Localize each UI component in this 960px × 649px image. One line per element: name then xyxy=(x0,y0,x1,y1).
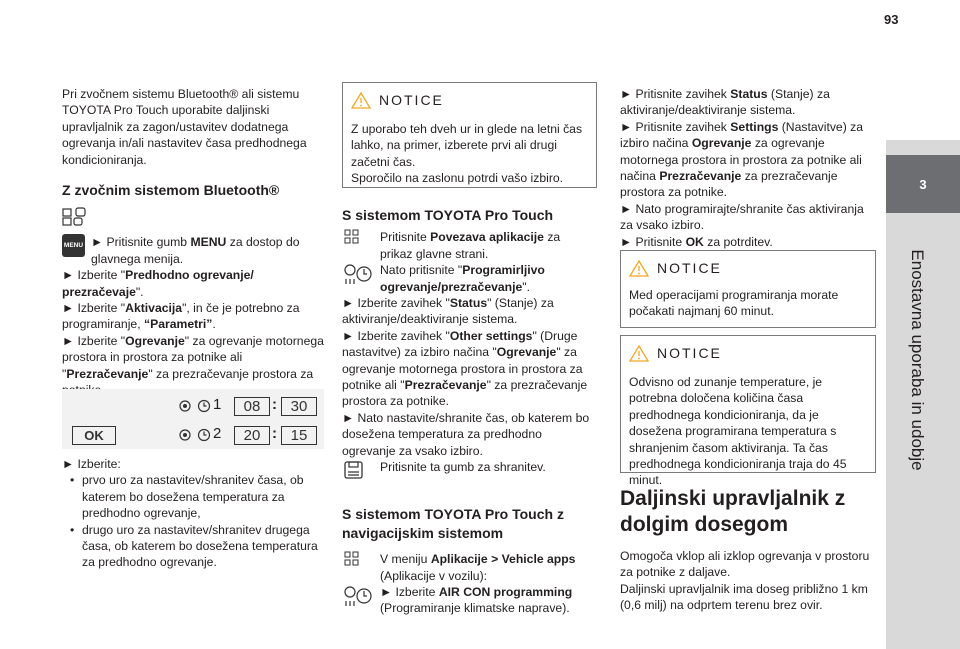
step-bold: Prezračevanje xyxy=(404,378,487,393)
step-bold: Programirljivo ogrevanje/prezračevanje xyxy=(380,263,545,294)
colon-separator: : xyxy=(272,425,277,442)
save-icon xyxy=(342,459,366,481)
step-bold: Settings xyxy=(730,119,779,134)
step-text: (Programiranje klimatske naprave). xyxy=(380,601,570,616)
heading-pro-touch: S sistemom TOYOTA Pro Touch xyxy=(342,207,554,223)
step-text: (Nastavitve) za izbiro načina xyxy=(620,119,864,151)
heading-bluetooth: Z zvočnim sistemom Bluetooth® xyxy=(62,182,280,199)
step-bold: Ogrevanje xyxy=(125,333,185,348)
climate-timer-icon xyxy=(342,584,374,608)
menu-button-icon: MENU xyxy=(62,234,85,257)
step-text: " za prezračevanje prostora za potnike. xyxy=(342,378,588,409)
apps-grid-icon xyxy=(342,551,366,567)
step-text: ► Izberite xyxy=(380,584,439,599)
target-icon xyxy=(179,429,191,441)
step-bold: Ogrevanje xyxy=(691,136,752,151)
warning-icon xyxy=(351,91,371,109)
list-intro: ► Izberite: xyxy=(62,457,121,471)
hour-display-2[interactable]: 20 xyxy=(234,426,270,445)
step-text: " (Druge nastavitve) za izbiro načina " xyxy=(342,328,578,360)
minute-display-2[interactable]: 15 xyxy=(281,426,317,445)
step-bold: Prezračevanje xyxy=(66,366,149,381)
list-item: drugo uro za nastavitev/shranitev drugega časa, ob katerem bo dosežena temperatura za predhodno ogrevanje. xyxy=(82,522,318,570)
step-bold: Prezračevanje xyxy=(659,169,742,184)
step-bold: OK xyxy=(685,234,704,249)
bullet: • xyxy=(70,522,75,537)
timer-illustration xyxy=(62,389,324,449)
list-item: prvo uro za nastavitev/shranitev časa, ob katerem bo dosežena temperatura za predhodno ogrevanje, xyxy=(82,473,304,521)
intro-text: Pri zvočnem sistemu Bluetooth® ali sistemu TOYOTA Pro Touch uporabite daljinski upravljalnik za zagon/ustavitev dodatnega ogrevanja in/ali nastavitev časa predhodnega kondicioniranja. xyxy=(62,87,307,167)
heading-pro-touch-nav: S sistemom TOYOTA Pro Touch z navigacijskim sistemom xyxy=(342,506,564,542)
notice-text: Z uporabo teh dveh ur in glede na letni čas lahko, na primer, izberete prvi ali drugi začetni čas. Sporočilo na zaslonu potrdi vašo izbiro. xyxy=(351,122,583,186)
step-bold: Aplikacije > Vehicle apps xyxy=(430,552,576,567)
notice-title: NOTICE xyxy=(379,92,444,108)
warning-icon xyxy=(629,259,649,277)
step-bold: Povezava aplikacije xyxy=(430,230,544,245)
step-bold: Aktivacija xyxy=(125,301,183,316)
step-text: ► Izberite " xyxy=(62,333,126,348)
step-text: ► Izberite zavihek " xyxy=(342,328,450,343)
step-text: " (Stanje) za aktiviranje/deaktiviranje sistema. xyxy=(342,296,554,327)
step-text: ► Nato programirajte/shranite čas aktiviranja za vsako izbiro. xyxy=(620,201,864,233)
warning-icon xyxy=(629,344,649,362)
hour-display-1[interactable]: 08 xyxy=(234,397,270,416)
notice-box-2 xyxy=(620,250,876,328)
step-text: ". xyxy=(522,279,530,294)
step-bold: Status xyxy=(449,296,488,311)
step-text: ". xyxy=(135,284,144,299)
step-text: za prikaz glavne strani. xyxy=(380,230,561,261)
step-text: za prezračevanje prostora za potnike. xyxy=(620,169,838,200)
step-text: Nato pritisnite " xyxy=(380,263,463,278)
step-text: " za prezračevanje prostora za xyxy=(148,366,314,381)
step-text: ", in če je potrebno za programiranje, xyxy=(62,301,300,332)
step-text: za ogrevanje motornega prostora in prostora za potnike ali načina xyxy=(620,136,862,184)
step-text: ► Pritisnite xyxy=(620,234,686,249)
step-text: za dostop do glavnega menija. xyxy=(91,235,300,266)
target-icon xyxy=(179,400,191,412)
audio-system-icon xyxy=(62,206,324,228)
apps-grid-icon xyxy=(342,229,366,245)
page-number: 93 xyxy=(884,12,899,27)
step-text: " za ogrevanje motornega prostora in prostora za potnike ali " xyxy=(342,345,583,393)
step-text: ► Nato nastavite/shranite čas, ob katerem bo dosežena temperatura za predhodno ogrevanje za vsako izbiro. xyxy=(342,410,590,458)
colon-separator: : xyxy=(272,396,277,413)
clock-icon xyxy=(197,399,211,413)
ok-button[interactable]: OK xyxy=(72,426,116,445)
step-text: za potrditev. xyxy=(703,234,773,249)
bullet: • xyxy=(70,473,75,488)
notice-box-1 xyxy=(342,82,597,188)
column-1 xyxy=(62,86,324,399)
step-bold: “Parametri” xyxy=(143,317,213,332)
column-2 xyxy=(342,207,595,617)
section-title: Enostavna uporaba in udobje xyxy=(908,249,927,471)
heading-remote: Daljinski upravljalnik z dolgim dosegom xyxy=(620,487,846,536)
step-text: ► Pritisnite zavihek xyxy=(620,119,731,134)
step-bold: MENU xyxy=(190,235,227,250)
step-text: ► Izberite zavihek " xyxy=(342,296,450,311)
timer-index-2: 2 xyxy=(213,425,222,442)
step-bold: Status xyxy=(730,87,768,101)
step-text: (Stanje) za aktiviranje/deaktiviranje sistema. xyxy=(620,87,830,118)
remote-body: Omogoča vklop ali izklop ogrevanja v prostoru za potnike z daljave. Daljinski upravljalnik ima doseg približno 1 km (0,6 milj) na odprtem terenu brez ovir. xyxy=(620,549,870,613)
notice-box-3 xyxy=(620,335,876,488)
step-text: Pritisnite ta gumb za shranitev. xyxy=(380,460,546,475)
minute-display-1[interactable]: 30 xyxy=(281,397,317,416)
clock-icon xyxy=(197,428,211,442)
step-bold: Predhodno ogrevanje/ prezračevaje xyxy=(62,268,254,299)
chapter-tab[interactable]: 3 xyxy=(886,155,960,213)
notice-title: NOTICE xyxy=(657,345,722,361)
step-text: V meniju xyxy=(380,552,431,567)
step-text: ► Pritisnite zavihek xyxy=(620,87,731,101)
step-text: ► Izberite " xyxy=(62,268,126,283)
step-text: ► Izberite " xyxy=(62,301,126,316)
step-text: (Aplikacije v vozilu): xyxy=(380,568,488,583)
step-text: Pritisnite xyxy=(380,230,431,245)
step-bold: Ogrevanje xyxy=(496,345,557,360)
column-3 xyxy=(620,86,876,250)
climate-timer-icon xyxy=(342,262,374,286)
step-text: " za ogrevanje motornega prostora in prostora za potnike ali " xyxy=(62,333,324,381)
notice-text: Med operacijami programiranja morate počakati najmanj 60 minut. xyxy=(629,288,839,319)
notice-text: Odvisno od zunanje temperature, je potrebna določena količina časa predhodnega kondicioniranja, da je dosežena programirana temperatura s shranjenim časom aktiviranja. Ta čas predhodnega kondicioniranja traja do 45 minut. xyxy=(629,375,847,488)
remote-section xyxy=(620,486,876,614)
step-text: ► Pritisnite gumb xyxy=(91,235,191,250)
step-text: . xyxy=(212,317,216,332)
step-bold: AIR CON programming xyxy=(438,584,573,599)
timer-index-1: 1 xyxy=(213,396,222,413)
step-bold: Other settings xyxy=(449,328,533,343)
notice-title: NOTICE xyxy=(657,260,722,276)
column-1-list xyxy=(62,456,324,571)
